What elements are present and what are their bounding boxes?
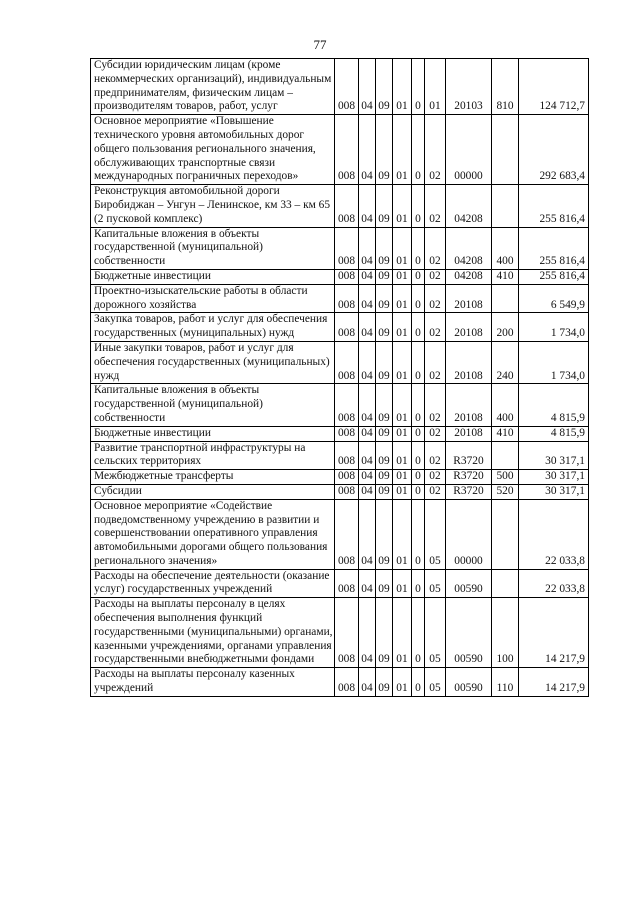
row-name: Межбюджетные трансферты — [91, 470, 335, 485]
row-subprogram-code: 0 — [412, 484, 425, 499]
row-name: Развитие транспортной инфраструктуры на сельских территориях — [91, 441, 335, 470]
row-amount: 30 317,1 — [519, 484, 589, 499]
row-subsection-code: 09 — [376, 341, 393, 383]
row-amount: 14 217,9 — [519, 668, 589, 697]
row-subsection-code: 09 — [376, 569, 393, 598]
row-grbs-code: 008 — [335, 499, 359, 569]
row-subprogram-code: 0 — [412, 185, 425, 227]
row-program-code: 01 — [393, 269, 412, 284]
row-section-code: 04 — [359, 59, 376, 115]
row-amount: 14 217,9 — [519, 598, 589, 668]
row-subprogram-code: 0 — [412, 269, 425, 284]
row-grbs-code: 008 — [335, 598, 359, 668]
row-subprogram-code: 0 — [412, 384, 425, 426]
table-row — [91, 441, 589, 470]
row-subsection-code: 09 — [376, 185, 393, 227]
row-amount: 255 816,4 — [519, 269, 589, 284]
row-subsection-code: 09 — [376, 269, 393, 284]
row-subsection-code: 09 — [376, 598, 393, 668]
row-section-code: 04 — [359, 441, 376, 470]
row-section-code: 04 — [359, 341, 376, 383]
row-program-code: 01 — [393, 284, 412, 313]
row-section-code: 04 — [359, 470, 376, 485]
row-expense-type-code: 410 — [492, 269, 519, 284]
row-subsection-code: 09 — [376, 59, 393, 115]
row-section-code: 04 — [359, 499, 376, 569]
row-subprogram-code: 0 — [412, 227, 425, 269]
row-subsection-code: 09 — [376, 115, 393, 185]
row-grbs-code: 008 — [335, 185, 359, 227]
row-name: Капитальные вложения в объекты государственной (муниципальной) собственности — [91, 384, 335, 426]
row-direction-code: 20108 — [446, 313, 492, 342]
row-name: Бюджетные инвестиции — [91, 426, 335, 441]
row-expense-type-code — [492, 185, 519, 227]
page-number: 77 — [313, 37, 327, 52]
row-event-code: 02 — [425, 313, 446, 342]
row-subsection-code: 09 — [376, 384, 393, 426]
row-section-code: 04 — [359, 426, 376, 441]
row-name: Расходы на обеспечение деятельности (оказание услуг) государственных учреждений — [91, 569, 335, 598]
row-event-code: 02 — [425, 341, 446, 383]
row-amount: 22 033,8 — [519, 569, 589, 598]
table-row — [91, 269, 589, 284]
row-section-code: 04 — [359, 668, 376, 697]
row-amount: 1 734,0 — [519, 341, 589, 383]
row-event-code: 02 — [425, 470, 446, 485]
row-subsection-code: 09 — [376, 441, 393, 470]
row-event-code: 05 — [425, 569, 446, 598]
row-grbs-code: 008 — [335, 384, 359, 426]
table-row — [91, 426, 589, 441]
row-program-code: 01 — [393, 227, 412, 269]
row-expense-type-code: 410 — [492, 426, 519, 441]
row-direction-code: 20103 — [446, 59, 492, 115]
row-subprogram-code: 0 — [412, 426, 425, 441]
row-name: Основное мероприятие «Повышение технического уровня автомобильных дорог общего пользования регионального значения, обслуживающих транспортные связи международных пограничных переходов» — [91, 115, 335, 185]
row-subprogram-code: 0 — [412, 499, 425, 569]
row-section-code: 04 — [359, 569, 376, 598]
table-row — [91, 384, 589, 426]
row-grbs-code: 008 — [335, 441, 359, 470]
row-direction-code: 00000 — [446, 499, 492, 569]
row-expense-type-code — [492, 115, 519, 185]
row-program-code: 01 — [393, 598, 412, 668]
row-name: Бюджетные инвестиции — [91, 269, 335, 284]
row-grbs-code: 008 — [335, 569, 359, 598]
table-body — [91, 59, 589, 697]
table-row — [91, 313, 589, 342]
table-row — [91, 284, 589, 313]
row-amount: 30 317,1 — [519, 441, 589, 470]
row-direction-code: 00590 — [446, 668, 492, 697]
row-subprogram-code: 0 — [412, 313, 425, 342]
row-program-code: 01 — [393, 313, 412, 342]
row-name: Основное мероприятие «Содействие подведомственному учреждению в развитии и совершенствовании оперативного управления автомобильными дорогами общего пользования регионального значения» — [91, 499, 335, 569]
row-name: Расходы на выплаты персоналу в целях обеспечения выполнения функций государственными (муниципальными) органами, казенными учреждениями, органами управления государственными внебюджетными фондами — [91, 598, 335, 668]
row-grbs-code: 008 — [335, 59, 359, 115]
row-subsection-code: 09 — [376, 484, 393, 499]
row-event-code: 02 — [425, 484, 446, 499]
row-section-code: 04 — [359, 598, 376, 668]
table-row — [91, 499, 589, 569]
table-row — [91, 341, 589, 383]
row-subprogram-code: 0 — [412, 59, 425, 115]
row-name: Реконструкция автомобильной дороги Биробиджан – Унгун – Ленинское, км 33 – км 65 (2 пусковой комплекс) — [91, 185, 335, 227]
row-expense-type-code: 200 — [492, 313, 519, 342]
row-name: Проектно-изыскательские работы в области дорожного хозяйства — [91, 284, 335, 313]
row-direction-code: 04208 — [446, 185, 492, 227]
row-program-code: 01 — [393, 668, 412, 697]
row-event-code: 02 — [425, 269, 446, 284]
row-section-code: 04 — [359, 269, 376, 284]
row-subsection-code: 09 — [376, 284, 393, 313]
row-event-code: 05 — [425, 499, 446, 569]
row-section-code: 04 — [359, 484, 376, 499]
table-row — [91, 668, 589, 697]
row-event-code: 02 — [425, 426, 446, 441]
row-direction-code: 00590 — [446, 569, 492, 598]
row-amount: 6 549,9 — [519, 284, 589, 313]
row-amount: 22 033,8 — [519, 499, 589, 569]
row-section-code: 04 — [359, 185, 376, 227]
row-section-code: 04 — [359, 284, 376, 313]
row-subsection-code: 09 — [376, 426, 393, 441]
row-subprogram-code: 0 — [412, 341, 425, 383]
row-direction-code: 04208 — [446, 269, 492, 284]
row-grbs-code: 008 — [335, 668, 359, 697]
row-name: Капитальные вложения в объекты государственной (муниципальной) собственности — [91, 227, 335, 269]
row-amount: 4 815,9 — [519, 384, 589, 426]
row-grbs-code: 008 — [335, 426, 359, 441]
row-event-code: 02 — [425, 441, 446, 470]
table-row — [91, 569, 589, 598]
row-grbs-code: 008 — [335, 313, 359, 342]
row-subprogram-code: 0 — [412, 284, 425, 313]
row-event-code: 02 — [425, 384, 446, 426]
row-event-code: 01 — [425, 59, 446, 115]
row-direction-code: 00590 — [446, 598, 492, 668]
row-direction-code: 20108 — [446, 384, 492, 426]
row-subprogram-code: 0 — [412, 668, 425, 697]
table-row — [91, 115, 589, 185]
row-expense-type-code: 240 — [492, 341, 519, 383]
row-expense-type-code — [492, 284, 519, 313]
row-direction-code: R3720 — [446, 441, 492, 470]
row-grbs-code: 008 — [335, 284, 359, 313]
row-expense-type-code: 400 — [492, 384, 519, 426]
row-name: Иные закупки товаров, работ и услуг для обеспечения государственных (муниципальных) нужд — [91, 341, 335, 383]
row-expense-type-code — [492, 569, 519, 598]
row-subprogram-code: 0 — [412, 115, 425, 185]
row-grbs-code: 008 — [335, 269, 359, 284]
row-event-code: 05 — [425, 668, 446, 697]
row-name: Закупка товаров, работ и услуг для обеспечения государственных (муниципальных) нужд — [91, 313, 335, 342]
row-program-code: 01 — [393, 499, 412, 569]
row-direction-code: R3720 — [446, 470, 492, 485]
row-expense-type-code: 810 — [492, 59, 519, 115]
row-name: Субсидии — [91, 484, 335, 499]
row-event-code: 02 — [425, 115, 446, 185]
row-program-code: 01 — [393, 484, 412, 499]
row-expense-type-code: 400 — [492, 227, 519, 269]
row-amount: 30 317,1 — [519, 470, 589, 485]
row-program-code: 01 — [393, 441, 412, 470]
row-subsection-code: 09 — [376, 227, 393, 269]
row-subsection-code: 09 — [376, 499, 393, 569]
row-subprogram-code: 0 — [412, 441, 425, 470]
row-program-code: 01 — [393, 569, 412, 598]
row-expense-type-code: 100 — [492, 598, 519, 668]
row-direction-code: 00000 — [446, 115, 492, 185]
row-direction-code: R3720 — [446, 484, 492, 499]
row-expense-type-code: 110 — [492, 668, 519, 697]
row-direction-code: 20108 — [446, 284, 492, 313]
row-grbs-code: 008 — [335, 341, 359, 383]
row-program-code: 01 — [393, 185, 412, 227]
table-row — [91, 59, 589, 115]
row-amount: 255 816,4 — [519, 227, 589, 269]
row-program-code: 01 — [393, 59, 412, 115]
row-direction-code: 04208 — [446, 227, 492, 269]
row-subprogram-code: 0 — [412, 470, 425, 485]
row-subprogram-code: 0 — [412, 598, 425, 668]
row-subprogram-code: 0 — [412, 569, 425, 598]
row-event-code: 02 — [425, 185, 446, 227]
row-expense-type-code: 520 — [492, 484, 519, 499]
row-grbs-code: 008 — [335, 227, 359, 269]
row-subsection-code: 09 — [376, 470, 393, 485]
row-program-code: 01 — [393, 426, 412, 441]
row-section-code: 04 — [359, 115, 376, 185]
row-expense-type-code — [492, 441, 519, 470]
budget-table — [90, 58, 589, 697]
row-grbs-code: 008 — [335, 484, 359, 499]
row-subsection-code: 09 — [376, 668, 393, 697]
table-row — [91, 227, 589, 269]
row-event-code: 02 — [425, 284, 446, 313]
row-grbs-code: 008 — [335, 115, 359, 185]
row-expense-type-code: 500 — [492, 470, 519, 485]
row-program-code: 01 — [393, 470, 412, 485]
row-direction-code: 20108 — [446, 341, 492, 383]
row-event-code: 05 — [425, 598, 446, 668]
row-direction-code: 20108 — [446, 426, 492, 441]
table-row — [91, 470, 589, 485]
row-grbs-code: 008 — [335, 470, 359, 485]
row-name: Расходы на выплаты персоналу казенных учреждений — [91, 668, 335, 697]
row-expense-type-code — [492, 499, 519, 569]
row-amount: 1 734,0 — [519, 313, 589, 342]
row-section-code: 04 — [359, 227, 376, 269]
row-subsection-code: 09 — [376, 313, 393, 342]
table-row — [91, 185, 589, 227]
row-program-code: 01 — [393, 384, 412, 426]
row-amount: 4 815,9 — [519, 426, 589, 441]
row-program-code: 01 — [393, 341, 412, 383]
row-amount: 292 683,4 — [519, 115, 589, 185]
row-name: Субсидии юридическим лицам (кроме некоммерческих организаций), индивидуальным предпринимателям, физическим лицам – производителям товаров, работ, услуг — [91, 59, 335, 115]
table-row — [91, 598, 589, 668]
row-program-code: 01 — [393, 115, 412, 185]
row-amount: 124 712,7 — [519, 59, 589, 115]
row-event-code: 02 — [425, 227, 446, 269]
row-section-code: 04 — [359, 313, 376, 342]
table-row — [91, 484, 589, 499]
row-section-code: 04 — [359, 384, 376, 426]
row-amount: 255 816,4 — [519, 185, 589, 227]
